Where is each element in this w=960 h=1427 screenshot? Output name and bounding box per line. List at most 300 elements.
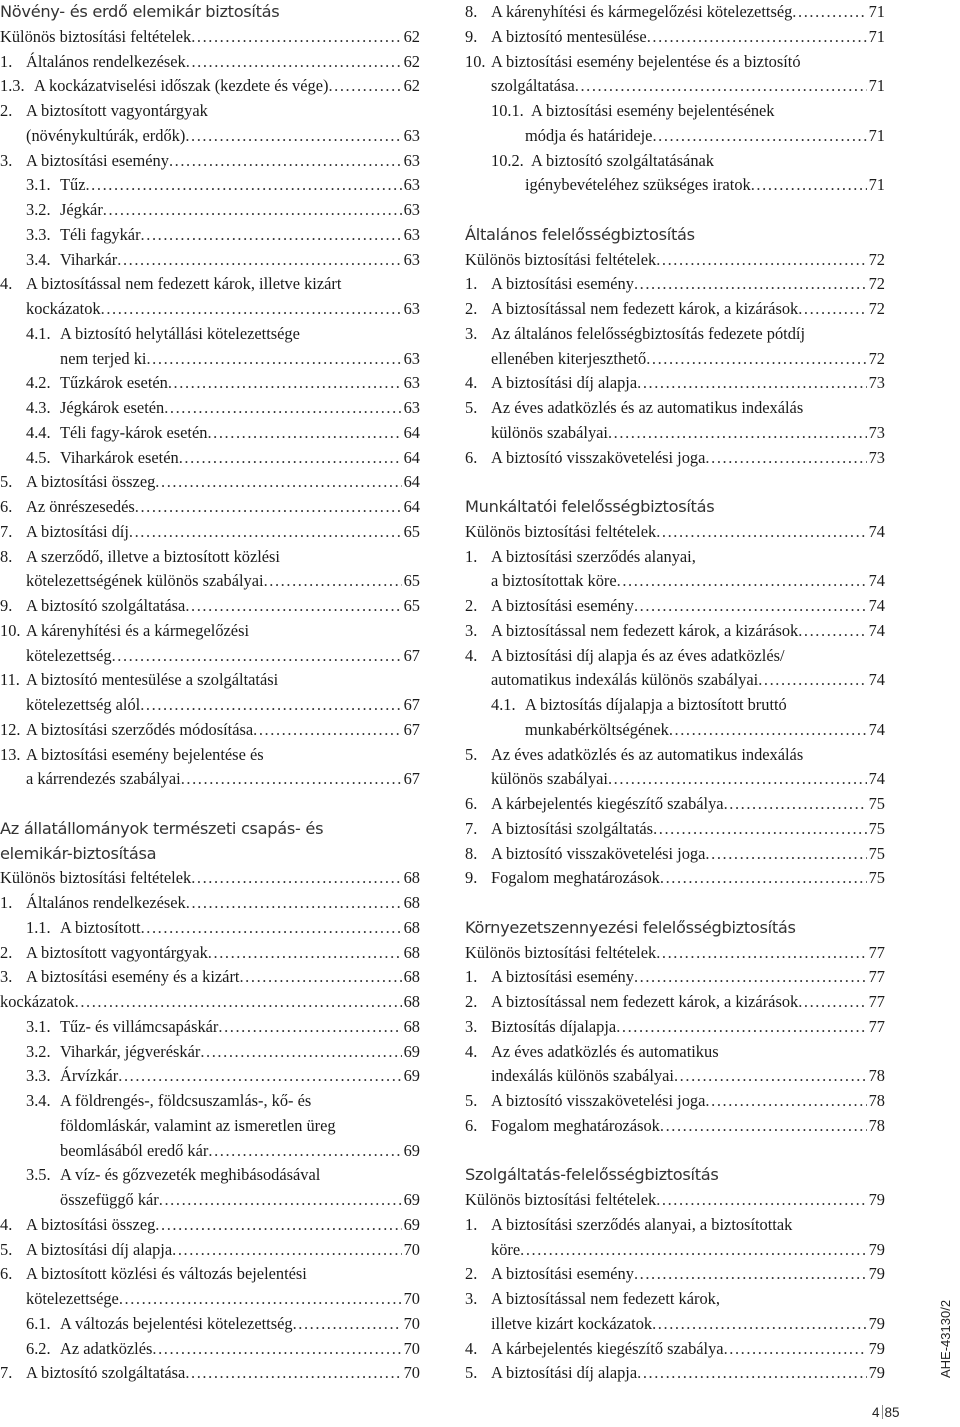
toc-entry[interactable] — [465, 1337, 885, 1362]
entry-page: 68 — [403, 917, 420, 937]
entry-title: különös szabályai — [491, 422, 608, 442]
entry-page: 63 — [403, 299, 420, 318]
entry-page: 75 — [868, 868, 885, 888]
toc-entry[interactable] — [0, 248, 420, 273]
toc-entry[interactable] — [0, 272, 420, 297]
dot-leader — [634, 272, 867, 297]
dot-leader — [660, 866, 867, 891]
toc-entry[interactable] — [465, 817, 885, 842]
entry-title: kötelezettség alól — [26, 695, 141, 714]
toc-entry[interactable] — [0, 25, 420, 50]
entry-number: 6.2. — [26, 1338, 51, 1358]
toc-entry[interactable] — [465, 1262, 885, 1287]
entry-page: 74 — [868, 571, 885, 591]
toc-entry[interactable] — [465, 693, 885, 718]
toc-entry[interactable] — [0, 347, 420, 372]
dot-leader — [185, 594, 401, 619]
toc-entry[interactable] — [0, 866, 420, 891]
toc-entry[interactable] — [0, 916, 420, 941]
toc-entry[interactable] — [465, 1213, 885, 1238]
entry-page: 78 — [868, 1066, 885, 1086]
toc-entry[interactable] — [0, 520, 420, 545]
toc-entry[interactable] — [465, 25, 885, 50]
section-heading: Munkáltatói felelősségbiztosítás — [465, 497, 715, 516]
entry-number: 2. — [465, 992, 478, 1011]
entry-number: 8. — [0, 546, 13, 566]
dot-leader — [75, 990, 402, 1015]
toc-entry[interactable] — [465, 1114, 885, 1139]
entry-number: 5. — [465, 744, 478, 764]
entry-page: 62 — [403, 26, 420, 46]
entry-page: 63 — [403, 249, 420, 269]
entry-page: 68 — [403, 1016, 420, 1036]
entry-page: 68 — [403, 868, 420, 888]
toc-entry[interactable] — [465, 173, 885, 198]
entry-title: Különös biztosítási feltételek — [0, 26, 192, 46]
toc-entry[interactable] — [465, 1312, 885, 1337]
entry-page: 71 — [868, 26, 885, 46]
toc-entry[interactable] — [465, 792, 885, 817]
toc-entry[interactable] — [0, 1262, 420, 1287]
dot-leader — [185, 1361, 401, 1386]
entry-title: Viharkár, jégveréskár — [60, 1041, 201, 1061]
entry-page: 68 — [403, 893, 420, 912]
entry-title: A biztosítási esemény — [491, 274, 634, 294]
entry-page: 74 — [868, 521, 885, 541]
toc-entry[interactable] — [465, 569, 885, 594]
toc-entry[interactable] — [0, 421, 420, 446]
toc-entry[interactable] — [0, 965, 420, 990]
entry-page: 69 — [403, 1214, 420, 1234]
entry-title: A biztosítási szerződés módosítása — [26, 719, 254, 739]
entry-title: köre — [491, 1239, 521, 1259]
entry-title: A biztosító szolgáltatása — [26, 1363, 186, 1383]
entry-title: Az önrészesedés — [26, 497, 135, 516]
toc-entry[interactable] — [0, 569, 420, 594]
toc-entry[interactable] — [465, 1040, 885, 1065]
toc-entry[interactable] — [465, 1287, 885, 1312]
entry-title: kötelezettségének különös szabályai — [26, 571, 264, 591]
dot-leader — [705, 446, 866, 471]
entry-page: 63 — [403, 373, 420, 393]
dot-leader — [135, 495, 402, 520]
entry-page: 71 — [868, 76, 885, 96]
entry-page: 72 — [868, 299, 885, 318]
toc-entry[interactable] — [0, 173, 420, 198]
toc-entry[interactable] — [0, 668, 420, 693]
toc-entry[interactable] — [0, 297, 420, 322]
toc-entry[interactable] — [0, 50, 420, 75]
entry-number: 4. — [0, 274, 13, 294]
toc-entry[interactable] — [465, 842, 885, 867]
entry-title: A kárbejelentés kiegészítő szabálya — [491, 1338, 724, 1358]
toc-entry[interactable] — [465, 1015, 885, 1040]
page-total: 85 — [884, 1405, 900, 1420]
entry-page: 67 — [403, 645, 420, 665]
entry-title: (növénykultúrák, erdők) — [26, 125, 186, 145]
entry-page: 64 — [403, 472, 420, 492]
dot-leader — [293, 1312, 402, 1337]
toc-entry[interactable] — [465, 668, 885, 693]
entry-title: Viharkárok esetén — [60, 447, 179, 467]
document-code: AHE-43130/2 — [938, 1299, 953, 1378]
dot-leader — [656, 941, 866, 966]
entry-number: 10.2. — [491, 150, 524, 170]
entry-number: 4.5. — [26, 447, 51, 467]
dot-leader — [155, 470, 401, 495]
dot-leader — [328, 74, 401, 99]
entry-number: 1. — [465, 967, 478, 987]
toc-entry[interactable] — [0, 223, 420, 248]
entry-number: 3.4. — [26, 249, 51, 269]
entry-title: A biztosítási esemény — [26, 150, 169, 170]
toc-entry[interactable] — [465, 520, 885, 545]
entry-number: 9. — [465, 868, 478, 888]
toc-entry[interactable] — [0, 495, 420, 520]
entry-page: 79 — [868, 1239, 885, 1259]
toc-entry[interactable] — [465, 619, 885, 644]
toc-left-column — [0, 0, 420, 1386]
entry-title: A biztosítással nem fedezett károk, a kizárások — [491, 992, 799, 1011]
entry-title: a kárrendezés szabályai — [26, 769, 181, 789]
entry-title: A biztosító mentesülése a szolgáltatási — [26, 670, 279, 690]
toc-entry[interactable] — [465, 248, 885, 273]
entry-page: 73 — [868, 373, 885, 393]
toc-entry[interactable] — [0, 1015, 420, 1040]
toc-entry[interactable] — [0, 1312, 420, 1337]
entry-title: Az adatközlés — [60, 1338, 153, 1358]
entry-title: Jégkárok esetén — [60, 398, 165, 417]
entry-page: 79 — [868, 1264, 885, 1284]
dot-leader — [724, 1337, 867, 1362]
dot-leader — [617, 569, 867, 594]
dot-leader — [758, 668, 866, 693]
toc-entry[interactable] — [465, 743, 885, 768]
toc-entry[interactable] — [0, 99, 420, 124]
entry-page: 77 — [868, 967, 885, 987]
entry-page: 77 — [868, 1016, 885, 1036]
toc-entry[interactable] — [0, 322, 420, 347]
entry-number: 4. — [0, 1214, 13, 1234]
entry-title: különös szabályai — [491, 769, 608, 789]
entry-number: 4.1. — [491, 695, 516, 714]
toc-entry[interactable] — [0, 371, 420, 396]
toc-entry[interactable] — [465, 1064, 885, 1089]
toc-entry[interactable] — [0, 1238, 420, 1263]
toc-entry[interactable] — [0, 124, 420, 149]
entry-title: Az éves adatközlés és automatikus — [491, 1041, 719, 1061]
dot-leader — [112, 644, 402, 669]
entry-number: 6.1. — [26, 1313, 51, 1333]
toc-entry[interactable] — [465, 990, 885, 1015]
entry-title: Az éves adatközlés és az automatikus indexálás — [491, 744, 804, 764]
entry-title: A kárenyhítési és kármegelőzési kötelezettség — [491, 2, 793, 21]
dot-leader — [608, 767, 867, 792]
toc-entry[interactable] — [0, 1361, 420, 1386]
toc-entry[interactable] — [0, 1188, 420, 1213]
entry-page: 69 — [403, 1190, 420, 1209]
entry-title: A biztosító szolgáltatása — [26, 596, 186, 615]
entry-title: A biztosítási esemény bejelentése és a biztosító — [491, 51, 801, 71]
entry-number: 12. — [0, 719, 21, 739]
toc-entry[interactable] — [465, 965, 885, 990]
entry-title: Téli fagykár — [60, 224, 141, 244]
section-gap — [465, 1139, 885, 1164]
entry-title: munkabérköltségének — [525, 719, 669, 739]
toc-entry[interactable] — [0, 644, 420, 669]
dot-leader — [264, 569, 402, 594]
entry-title: A biztosító szolgáltatásának — [531, 150, 714, 170]
entry-page: 72 — [868, 348, 885, 368]
entry-number: 1. — [465, 546, 478, 566]
entry-title: A biztosító visszakövetelési joga — [491, 447, 706, 467]
entry-page: 71 — [868, 2, 885, 21]
entry-number: 3. — [0, 150, 13, 170]
section-heading: Szolgáltatás-felelősségbiztosítás — [465, 1165, 719, 1185]
page-separator — [882, 1405, 883, 1419]
entry-number: 5. — [0, 472, 13, 492]
entry-page: 63 — [403, 348, 420, 368]
toc-entry[interactable] — [0, 446, 420, 471]
section-gap — [465, 891, 885, 916]
entry-number: 1. — [465, 274, 478, 294]
entry-number: 3.2. — [26, 1041, 51, 1061]
page-current: 4 — [872, 1405, 880, 1420]
entry-page: 70 — [403, 1363, 420, 1383]
dot-leader — [253, 718, 401, 743]
section-gap — [465, 470, 885, 495]
dot-leader — [141, 916, 402, 941]
entry-page: 71 — [868, 125, 885, 145]
toc-entry[interactable] — [465, 1238, 885, 1263]
dot-leader — [117, 248, 401, 273]
entry-title: A biztosítási szerződés alanyai, — [491, 546, 696, 566]
entry-page: 72 — [868, 274, 885, 294]
entry-title: A biztosított közlési és változás bejelentési — [26, 1264, 307, 1284]
toc-entry[interactable] — [465, 941, 885, 966]
entry-number: 2. — [465, 1264, 478, 1284]
entry-page: 68 — [403, 942, 420, 962]
toc-entry[interactable] — [465, 446, 885, 471]
toc-entry[interactable] — [0, 198, 420, 223]
dot-leader — [172, 1238, 401, 1263]
dot-leader — [575, 74, 867, 99]
entry-title: Fogalom meghatározások — [491, 1115, 660, 1135]
entry-page: 78 — [868, 1115, 885, 1135]
toc-entry[interactable] — [465, 396, 885, 421]
entry-number: 7. — [0, 1363, 13, 1383]
entry-title: A biztosítási esemény és a kizárt — [26, 967, 240, 987]
entry-page: 63 — [403, 175, 420, 195]
toc-entry[interactable] — [0, 1089, 420, 1114]
entry-page: 79 — [868, 1190, 885, 1209]
entry-number: 11. — [0, 670, 20, 690]
toc-entry[interactable] — [465, 297, 885, 322]
entry-title: Általános rendelkezések — [26, 893, 186, 912]
entry-title: a biztosítottak köre — [491, 571, 617, 591]
dot-leader — [656, 1188, 866, 1213]
entry-page: 69 — [403, 1041, 420, 1061]
toc-entry[interactable] — [0, 1163, 420, 1188]
entry-title: Különös biztosítási feltételek — [465, 1190, 657, 1209]
entry-title: kockázatok — [0, 992, 75, 1011]
dot-leader — [208, 1139, 401, 1164]
toc-entry[interactable] — [465, 866, 885, 891]
toc-entry[interactable] — [465, 124, 885, 149]
section-heading: Az állatállományok természeti csapás- és — [0, 818, 324, 838]
dot-leader — [191, 866, 401, 891]
toc-entry[interactable] — [465, 644, 885, 669]
dot-leader — [118, 1064, 401, 1089]
dot-leader — [634, 594, 867, 619]
toc-entry[interactable] — [0, 941, 420, 966]
entry-number: 3.1. — [26, 175, 51, 195]
dot-leader — [101, 297, 402, 322]
entry-page: 70 — [403, 1289, 420, 1308]
entry-page: 63 — [403, 224, 420, 244]
entry-number: 7. — [465, 818, 478, 838]
entry-title: A biztosítási összeg — [26, 1214, 156, 1234]
entry-number: 4.3. — [26, 398, 51, 417]
toc-entry[interactable] — [465, 0, 885, 25]
toc-entry[interactable] — [0, 743, 420, 768]
entry-number: 4. — [465, 373, 478, 393]
entry-number: 4. — [465, 1041, 478, 1061]
toc-entry[interactable] — [0, 74, 420, 99]
toc-entry[interactable] — [0, 1213, 420, 1238]
toc-entry[interactable] — [465, 99, 885, 124]
entry-title: illetve kizárt kockázatok — [491, 1313, 653, 1333]
toc-entry[interactable] — [0, 545, 420, 570]
entry-title: A biztosítási díj alapja és az éves adatközlés/ — [491, 645, 785, 665]
entry-page: 77 — [868, 992, 885, 1011]
toc-entry[interactable] — [465, 74, 885, 99]
entry-title: A biztosító visszakövetelési joga — [491, 1091, 706, 1110]
entry-title: Különös biztosítási feltételek — [465, 942, 657, 962]
entry-title: Fogalom meghatározások — [491, 868, 660, 888]
toc-entry[interactable] — [0, 594, 420, 619]
dot-leader — [185, 124, 401, 149]
toc-entry[interactable] — [0, 1139, 420, 1164]
toc-entry[interactable] — [465, 371, 885, 396]
entry-title: nem terjed ki — [60, 348, 147, 368]
dot-leader — [798, 619, 866, 644]
entry-number: 4.4. — [26, 422, 51, 442]
entry-title: A biztosítás díjalapja a biztosított bruttó — [525, 695, 787, 714]
toc-entry[interactable] — [0, 470, 420, 495]
toc-entry[interactable] — [465, 1188, 885, 1213]
entry-page: 65 — [403, 521, 420, 541]
entry-title: A kockázatviselési időszak (kezdete és vége) — [34, 76, 329, 96]
entry-title: Különös biztosítási feltételek — [465, 249, 657, 269]
entry-number: 3.5. — [26, 1165, 51, 1185]
toc-entry[interactable] — [465, 594, 885, 619]
toc-entry[interactable] — [0, 718, 420, 743]
entry-title: összefüggő kár — [60, 1190, 159, 1209]
dot-leader — [181, 767, 402, 792]
entry-number: 5. — [0, 1239, 13, 1259]
entry-title: automatikus indexálás különös szabályai — [491, 670, 759, 690]
entry-number: 3.3. — [26, 1066, 51, 1086]
toc-entry[interactable] — [0, 396, 420, 421]
toc-entry[interactable] — [465, 50, 885, 75]
dot-leader — [169, 149, 402, 174]
dot-leader — [660, 1114, 867, 1139]
toc-entry[interactable] — [0, 1040, 420, 1065]
toc-entry[interactable] — [465, 1089, 885, 1114]
entry-page: 68 — [403, 992, 420, 1011]
entry-title: Különös biztosítási feltételek — [465, 521, 657, 541]
toc-entry[interactable] — [0, 619, 420, 644]
toc-entry[interactable] — [465, 347, 885, 372]
toc-entry[interactable] — [465, 1361, 885, 1386]
entry-title: kötelezettség — [26, 645, 112, 665]
entry-number: 3.2. — [26, 200, 51, 219]
entry-title: Tűz — [60, 175, 86, 195]
toc-entry[interactable] — [0, 693, 420, 718]
toc-entry[interactable] — [0, 1337, 420, 1362]
dot-leader — [637, 1361, 866, 1386]
entry-number: 9. — [465, 26, 478, 46]
dot-leader — [705, 1089, 866, 1114]
entry-page: 74 — [868, 719, 885, 739]
entry-title: A biztosítással nem fedezett károk, a kizárások — [491, 620, 799, 640]
toc-entry[interactable] — [465, 149, 885, 174]
entry-page: 63 — [403, 398, 420, 417]
entry-page: 63 — [403, 150, 420, 170]
entry-page: 78 — [868, 1091, 885, 1110]
toc-entry[interactable] — [465, 718, 885, 743]
toc-entry[interactable] — [465, 322, 885, 347]
section-heading: Környezetszennyezési felelősségbiztosítás — [465, 917, 796, 937]
entry-page: 65 — [403, 596, 420, 615]
entry-page: 75 — [868, 818, 885, 838]
entry-page: 77 — [868, 942, 885, 962]
toc-entry[interactable] — [0, 1287, 420, 1312]
toc-entry[interactable] — [465, 421, 885, 446]
toc-entry[interactable] — [0, 1114, 420, 1139]
toc-entry[interactable] — [0, 149, 420, 174]
entry-number: 6. — [0, 497, 13, 516]
entry-number: 9. — [0, 596, 13, 615]
entry-page: 75 — [868, 843, 885, 863]
toc-entry[interactable] — [0, 1064, 420, 1089]
dot-leader — [669, 718, 867, 743]
dot-leader — [179, 446, 402, 471]
entry-page: 72 — [868, 249, 885, 269]
toc-entry[interactable] — [465, 272, 885, 297]
toc-entry[interactable] — [0, 891, 420, 916]
entry-title: A biztosítási díj — [26, 521, 129, 541]
entry-title: Jégkár — [60, 200, 103, 219]
toc-entry[interactable] — [465, 767, 885, 792]
dot-leader — [141, 223, 402, 248]
dot-leader — [705, 842, 866, 867]
entry-number: 4.2. — [26, 373, 51, 393]
entry-page: 67 — [403, 769, 420, 789]
toc-entry[interactable] — [0, 990, 420, 1015]
entry-title: A biztosítási esemény — [491, 967, 634, 987]
entry-number: 5. — [465, 1363, 478, 1383]
entry-number: 10.1. — [491, 101, 524, 120]
dot-leader — [191, 25, 401, 50]
dot-leader — [155, 1213, 401, 1238]
toc-entry[interactable] — [465, 545, 885, 570]
entry-page: 63 — [403, 200, 420, 219]
toc-entry[interactable] — [0, 767, 420, 792]
dot-leader — [751, 173, 867, 198]
entry-number: 3. — [465, 620, 478, 640]
